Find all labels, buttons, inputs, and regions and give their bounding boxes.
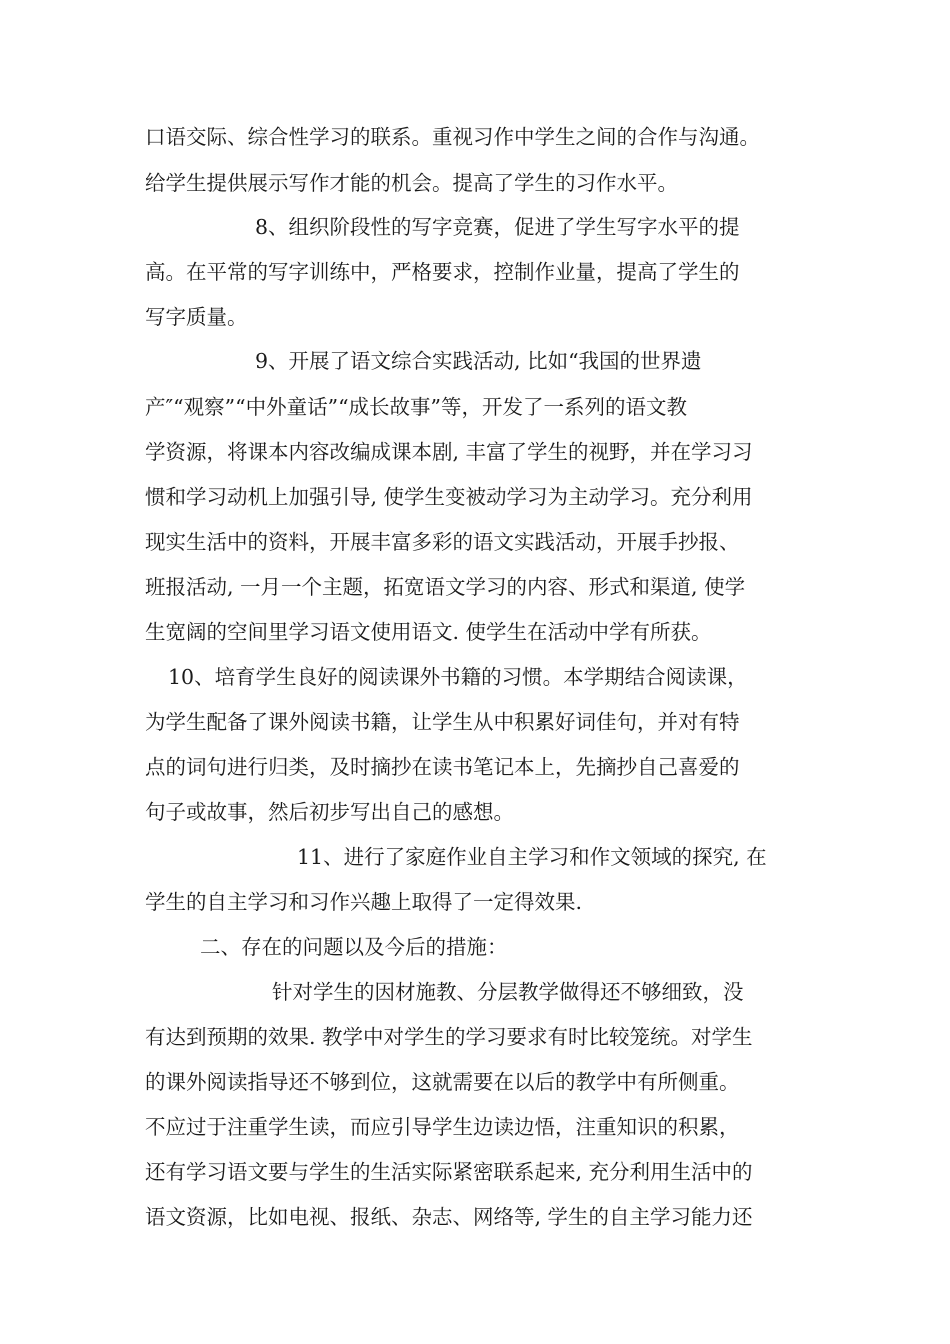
text-line: 惯和学习动机上加强引导, 使学生变被动学习为主动学习。充分利用 bbox=[145, 485, 753, 509]
text-line: 产″“观察”“中外童话”“成长故事”等，开发了一系列的语文教 bbox=[145, 395, 688, 419]
text-line: 语文资源，比如电视、报纸、杂志、网络等, 学生的自主学习能力还 bbox=[145, 1205, 753, 1229]
paragraph-10-start: 10、培育学生良好的阅读课外书籍的习惯。本学期结合阅读课， bbox=[168, 665, 748, 689]
text-line: 写字质量。 bbox=[145, 305, 248, 329]
text-line: 学生的自主学习和习作兴趣上取得了一定得效果. bbox=[145, 890, 583, 914]
text-line: 的课外阅读指导还不够到位，这就需要在以后的教学中有所侧重。 bbox=[145, 1070, 740, 1094]
paragraph-9-start: 9、开展了语文综合实践活动, 比如“我国的世界遗 bbox=[255, 349, 702, 373]
text-line: 还有学习语文要与学生的生活实际紧密联系起来, 充分利用生活中的 bbox=[145, 1160, 753, 1184]
text-line: 班报活动, 一月一个主题，拓宽语文学习的内容、形式和渠道, 使学 bbox=[145, 575, 746, 599]
text-line: 有达到预期的效果. 教学中对学生的学习要求有时比较笼统。对学生 bbox=[145, 1025, 753, 1049]
text-line: 不应过于注重学生读，而应引导学生边读边悟，注重知识的积累， bbox=[145, 1115, 740, 1139]
text-line: 学资源，将课本内容改编成课本剧, 丰富了学生的视野，并在学习习 bbox=[145, 440, 753, 464]
text-line: 句子或故事，然后初步写出自己的感想。 bbox=[145, 800, 514, 824]
text-line: 高。在平常的写字训练中，严格要求，控制作业量，提高了学生的 bbox=[145, 260, 740, 284]
text-line: 点的词句进行归类，及时摘抄在读书笔记本上，先摘抄自己喜爱的 bbox=[145, 755, 740, 779]
text-line: 口语交际、综合性学习的联系。重视习作中学生之间的合作与沟通。 bbox=[145, 125, 760, 149]
text-line: 给学生提供展示写作才能的机会。提高了学生的习作水平。 bbox=[145, 171, 678, 195]
text-line: 生宽阔的空间里学习语文使用语文. 使学生在活动中学有所获。 bbox=[145, 620, 712, 644]
text-line: 为学生配备了课外阅读书籍，让学生从中积累好词佳句，并对有特 bbox=[145, 710, 740, 734]
paragraph-11-start: 11、进行了家庭作业自主学习和作文领域的探究, 在 bbox=[297, 845, 767, 869]
section-heading: 二、存在的问题以及今后的措施： bbox=[200, 935, 508, 959]
paragraph-issues-start: 针对学生的因材施教、分层教学做得还不够细致，没 bbox=[272, 980, 744, 1004]
text-line: 现实生活中的资料，开展丰富多彩的语文实践活动，开展手抄报、 bbox=[145, 530, 740, 554]
paragraph-8-start: 8、组织阶段性的写字竞赛，促进了学生写字水平的提 bbox=[255, 215, 740, 239]
